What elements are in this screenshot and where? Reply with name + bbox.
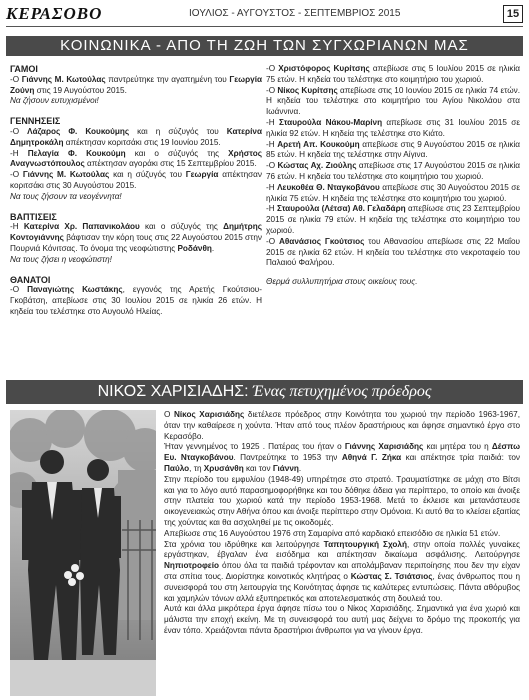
condolence-note: Θερμά συλλυπητήρια στους οικείους τους. bbox=[266, 277, 418, 287]
article-paragraph: Στα χρόνια του ιδρύθηκε και λειτούργησε Ταπητουργική Σχολή, στην οποία πολλές γυναίκες εργάστηκαν, έβγαλαν ένα εισόδημα και απέκτησαν δικαίωμα ασφάλισης. Λειτούργησε Νηπιοτροφείο όπου όλα τα παιδιά τρέφονταν και απολάμβαναν περιποίησης που δεν την είχαν στα σπίτια τους. Διορίστηκε κοινοτικός κλητήρας ο Κώστας Σ. Τσιάτσιος, ένας άνθρωπος που η συνεισφορά του στη λειτουργία της Κοινότητας άφησε τις καλύτερες εντυπώσεις. Πάντα αθόρυβος και χαμηλών τόνων αλλά εξυπηρετικός και αποτελεσματικός στη δουλειά του. bbox=[164, 539, 521, 603]
article-title bbox=[6, 380, 523, 404]
death-entry: -Η Λευκοθέα Θ. Νταγκοβάνου απεβίωσε στις 30 Αυγούστου 2015 σε ηλικία 75 ετών. Η κηδεία της τελέστηκε στο κοιμητήριο του χωριού. bbox=[266, 182, 520, 203]
death-entry: -Η Σταυρούλα (Λέτσα) Αθ. Γελαδάρη απεβίωσε στις 23 Σεπτεμβρίου 2015 σε ηλικία 79 ετών. Η κηδεία της τελέστηκε στο κοιμητήριο του χωριού. bbox=[266, 204, 520, 235]
article-title-subtitle: Ένας πετυχημένος πρόεδρος bbox=[248, 383, 432, 400]
article-paragraph: Αυτά και άλλα μικρότερα έργα άφησε πίσω του ο Νίκος Χαρισιάδης. Σημαντικά για ένα χωριό και μάλιστα την εποχή εκείνη. Με τη συνεισφορά του αυτή μας δείχνει το δρόμο της προκοπής για έναν τόπο. Χρειάζονται πάντα δραστήριοι άνθρωποι για να γίνουν έργα. bbox=[164, 604, 520, 635]
article-paragraph: Ο Νίκος Χαρισιάδης διετέλεσε πρόεδρος στην Κοινότητα του χωριού την περίοδο 1963-1967, όταν την καθαίρεσε η χούντα. Ήταν από τους πλέον δραστήριους και άφησε σημαντικό έργο στο Κερασόβο. bbox=[164, 410, 520, 441]
birth-entry: -Ο Γιάννης Μ. Κωτούλας και η σύζυγός του Γεωργία απέκτησαν κοριτσάκι στις 30 Αυγούστου 2015. bbox=[10, 170, 262, 190]
article-paragraph: Στην περίοδο του εμφυλίου (1948-49) υπηρέτησε στο στρατό. Τραυματίστηκε σε μάχη στο Βίτσι και για το λόγο αυτό παρασημοφορήθηκε και του δόθηκε άδεια για περίπτερο, το οποίο και άνοιξε στην πλατεία του χωριού κατά την περίοδο 1953-1968. Μετά το έκλεισε και μετανάστευσε οικογενειακώς στην Αθήνα όπου και άνοιξε περίπτερο στην Ομόνοια. Κι αυτό θα το κλείσει εξαιτίας της χούντας και θα ασχοληθεί με τις οικοδομές. bbox=[164, 474, 520, 527]
social-section-title: ΚΟΙΝΩΝΙΚΑ - ΑΠΟ ΤΗ ΖΩΗ ΤΩΝ ΣΥΓΧΩΡΙΑΝΩΝ ΜΑΣ bbox=[6, 36, 523, 56]
article-title-name: ΝΙΚΟΣ ΧΑΡΙΣΙΑΔΗΣ: bbox=[97, 383, 249, 400]
baptism-entry: -Η Κατερίνα Χρ. Παπανικολάου και ο σύζυγός της Δημήτρης Κοντογιάννης βάφτισαν την κόρη τους στις 22 Αυγούστου 2015 στην Πουρνιά Κόνιτσας. Το όνομα της νεοφώτιστης Ροδάνθη. bbox=[10, 222, 262, 253]
social-left-column bbox=[10, 64, 262, 318]
weddings-heading: ΓΑΜΟΙ bbox=[10, 64, 38, 74]
births-wish: Να τους ζήσουν τα νεογέννητα! bbox=[10, 191, 122, 201]
issue-date: ΙΟΥΛΙΟΣ - ΑΥΓΟΥΣΤΟΣ - ΣΕΠΤΕΜΒΡΙΟΣ 2015 bbox=[189, 8, 401, 19]
page-number: 15 bbox=[503, 5, 523, 23]
masthead: ΚΕΡΑΣΟΒΟ bbox=[6, 4, 103, 23]
article-paragraph: Απεβίωσε στις 16 Αυγούστου 1976 στη Σαμαρίνα από καρδιακό επεισόδιο σε ηλικία 51 ετών. bbox=[164, 528, 501, 538]
death-entry: -Ο Αθανάσιος Γκούτσιος του Αθανασίου απεβίωσε στις 22 Μαΐου 2015 σε ηλικία 62 ετών. Η κηδεία του τελέστηκε στο νεκροταφείο του Παλαιού Φαλήρου. bbox=[266, 236, 520, 268]
portrait-photo bbox=[10, 410, 156, 696]
social-right-column bbox=[266, 64, 520, 288]
page-header bbox=[4, 4, 523, 24]
death-entry: -Ο Παναγιώτης Κωστάκης, εγγονός της Αρετής Γκούτσιου-Γκοβάτση, απεβίωσε στις 30 Ιουλίου 2015 σε ηλικία 26 ετών. Η κηδεία του τελέστηκε στο Αυγουλό Ηλείας. bbox=[10, 285, 262, 316]
article-body bbox=[164, 410, 520, 637]
wedding-entry: -Ο Γιάννης Μ. Κωτούλας παντρεύτηκε την αγαπημένη του Γεωργία Ζούνη στις 19 Αυγούστου 2015. bbox=[10, 74, 263, 95]
death-entry: -Ο Νίκος Κυρίτσης απεβίωσε στις 10 Ιουνίου 2015 σε ηλικία 74 ετών. Η κηδεία του τελέστηκε στο κοιμητήριο του Αγίου Νικολάου στα Ιωάννινα. bbox=[266, 85, 520, 117]
birth-entry: -Η Πελαγία Φ. Κουκούμη και ο σύζυγός της Χρήστος Αναγνωστόπουλος απέκτησαν αγοράκι στις 15 Σεπτεμβρίου 2015. bbox=[10, 148, 262, 169]
baptisms-wish: Να τους ζήσει η νεοφώτιστη! bbox=[10, 254, 112, 264]
death-entry: -Η Σταυρούλα Νάκου-Μαρίνη απεβίωσε στις 31 Ιουλίου 2015 σε ηλικία 92 ετών. Η κηδεία της τελέστηκε στο Κιάτο. bbox=[266, 117, 520, 138]
births-heading: ΓΕΝΝΗΣΕΙΣ bbox=[10, 116, 61, 127]
baptisms-heading: ΒΑΠΤΙΣΕΙΣ bbox=[10, 211, 57, 222]
weddings-wish: Να ζήσουν ευτυχισμένοι! bbox=[10, 96, 99, 106]
death-entry: -Ο Κώστας Αχ. Ζιούλης απεβίωσε στις 17 Αυγούστου 2015 σε ηλικία 76 ετών. Η κηδεία του τελέστηκε στο κοιμητήριο του χωριού. bbox=[266, 161, 520, 181]
portrait-photo-image bbox=[10, 410, 156, 696]
death-entry: -Η Αρετή Απ. Κουκούμη απεβίωσε στις 9 Αυγούστου 2015 σε ηλικία 85 ετών. Η κηδεία της τελέστηκε στην Αίγινα. bbox=[266, 139, 520, 160]
birth-entry: -Ο Λάζαρος Φ. Κουκούμης και η σύζυγός του Κατερίνα Δημητροκάλη απέκτησαν κοριτσάκι στις 19 Ιουνίου 2015. bbox=[10, 126, 262, 147]
article-paragraph: Ήταν γεννημένος το 1925 . Πατέρας του ήταν ο Γιάννης Χαρισιάδης και μητέρα του η Δέσπω Ευ. Νταγκοβάνου. Παντρεύτηκε το 1953 την Αθηνά Γ. Ζήκα και απέκτησε τρία παιδιά: τον Παύλο, τη Χρυσάνθη και τον Γιάννη. bbox=[164, 442, 521, 473]
header-rule bbox=[6, 26, 523, 27]
deaths-heading: ΘΑΝΑΤΟΙ bbox=[10, 274, 51, 285]
death-entry: -Ο Χριστόφορος Κυρίτσης απεβίωσε στις 5 Ιουλίου 2015 σε ηλικία 75 ετών. Η κηδεία του τελέστηκε στο κοιμητήριο του χωριού. bbox=[266, 64, 520, 84]
